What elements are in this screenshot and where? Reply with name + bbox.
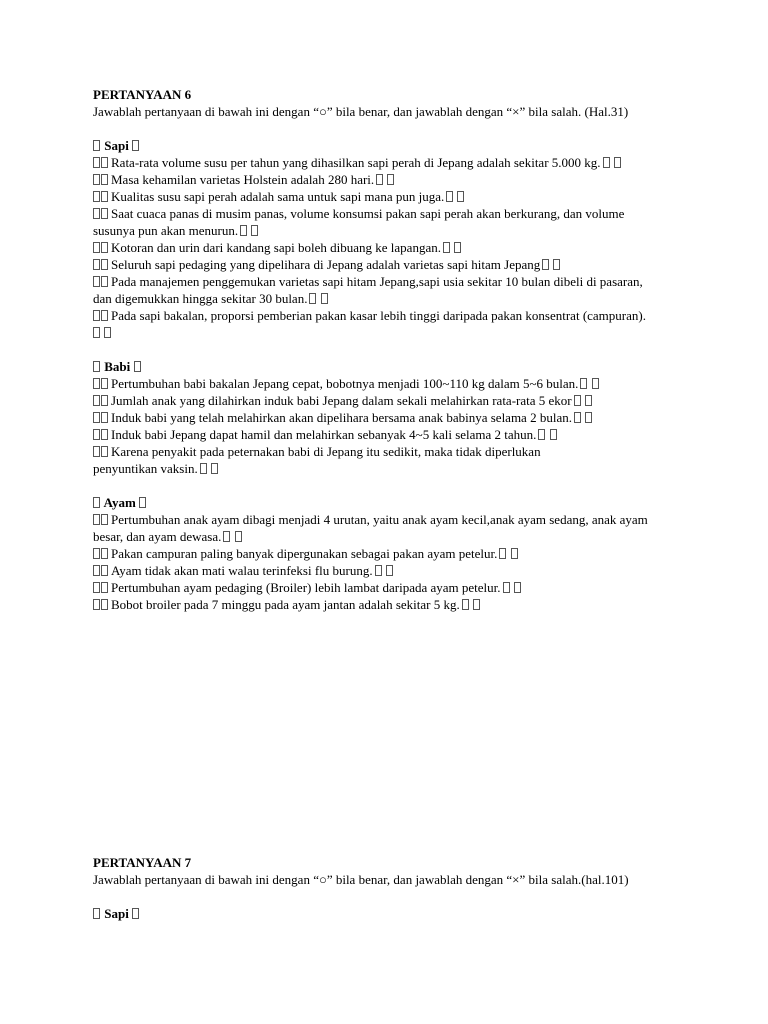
item-text: Pertumbuhan anak ayam dibagi menjadi 4 urutan, yaitu anak ayam kecil,anak ayam sedang, anak ayam	[111, 512, 648, 527]
placeholder-box-icon	[101, 446, 108, 457]
placeholder-box-icon	[93, 599, 100, 610]
answer-box-group	[462, 596, 481, 613]
answer-box-group	[93, 511, 109, 528]
placeholder-box-icon	[101, 582, 108, 593]
answer-box-group	[580, 375, 599, 392]
placeholder-box-icon	[93, 310, 100, 321]
placeholder-box-icon	[585, 412, 592, 423]
list-item	[93, 579, 683, 596]
list-item	[93, 545, 683, 562]
answer-box-group	[93, 273, 109, 290]
answer-box-group	[93, 426, 109, 443]
item-text: Pada sapi bakalan, proporsi pemberian pakan kasar lebih tinggi daripada pakan konsentrat (campuran).	[111, 308, 646, 323]
answer-box-group	[93, 239, 109, 256]
answer-box-group	[603, 154, 622, 171]
placeholder-box-icon	[101, 429, 108, 440]
sapi-heading	[93, 137, 683, 154]
placeholder-box-icon	[93, 565, 100, 576]
list-item	[93, 596, 683, 613]
answer-box-group	[93, 409, 109, 426]
item-text: besar, dan ayam dewasa.	[93, 529, 222, 544]
answer-box-group	[538, 426, 557, 443]
item-text: Kotoran dan urin dari kandang sapi boleh dibuang ke lapangan.	[111, 240, 441, 255]
placeholder-box-icon	[542, 259, 549, 270]
answer-box-group	[93, 392, 109, 409]
list-item-continuation	[93, 222, 683, 239]
question-7-instruction: Jawablah pertanyaan di bawah ini dengan “○” bila benar, dan jawablah dengan “×” bila salah.(hal.101)	[93, 872, 629, 887]
placeholder-box-icon	[538, 429, 545, 440]
placeholder-box-icon	[93, 140, 100, 151]
answer-box-group	[499, 545, 518, 562]
item-text: Pertumbuhan babi bakalan Jepang cepat, bobotnya menjadi 100~110 kg dalam 5~6 bulan.	[111, 376, 579, 391]
placeholder-box-icon	[93, 497, 100, 508]
placeholder-box-icon	[134, 361, 141, 372]
item-text: Pakan campuran paling banyak dipergunakan sebagai pakan ayam petelur.	[111, 546, 498, 561]
placeholder-box-icon	[446, 191, 453, 202]
placeholder-box-icon	[574, 395, 581, 406]
item-text: Bobot broiler pada 7 minggu pada ayam jantan adalah sekitar 5 kg.	[111, 597, 460, 612]
item-text: Karena penyakit pada peternakan babi di Jepang itu sedikit, maka tidak diperlukan	[111, 444, 541, 459]
placeholder-box-icon	[93, 514, 100, 525]
placeholder-box-icon	[375, 565, 382, 576]
placeholder-box-icon	[603, 157, 610, 168]
answer-box-group	[376, 171, 395, 188]
list-item	[93, 409, 683, 426]
babi-heading-label: Babi	[104, 359, 131, 374]
placeholder-box-icon	[511, 548, 518, 559]
item-text: penyuntikan vaksin.	[93, 461, 198, 476]
item-text: Saat cuaca panas di musim panas, volume konsumsi pakan sapi perah akan berkurang, dan volume	[111, 206, 625, 221]
placeholder-box-icon	[387, 174, 394, 185]
placeholder-box-icon	[93, 429, 100, 440]
answer-box-group	[223, 528, 242, 545]
ayam-heading	[93, 494, 683, 511]
placeholder-box-icon	[376, 174, 383, 185]
list-item	[93, 511, 683, 528]
placeholder-box-icon	[211, 463, 218, 474]
q7-sapi-heading-label: Sapi	[104, 906, 129, 921]
placeholder-box-icon	[101, 514, 108, 525]
answer-box-group	[93, 579, 109, 596]
placeholder-box-icon	[93, 361, 100, 372]
placeholder-box-icon	[101, 242, 108, 253]
list-item	[93, 426, 683, 443]
placeholder-box-icon	[101, 208, 108, 219]
item-text: Jumlah anak yang dilahirkan induk babi Jepang dalam sekali melahirkan rata-rata 5 ekor	[111, 393, 572, 408]
answer-box-group	[542, 256, 561, 273]
placeholder-box-icon	[93, 548, 100, 559]
item-text: Induk babi yang telah melahirkan akan dipelihara bersama anak babinya selama 2 bulan.	[111, 410, 572, 425]
placeholder-box-icon	[139, 497, 146, 508]
answer-box-group	[93, 256, 109, 273]
placeholder-box-icon	[132, 908, 139, 919]
placeholder-box-icon	[93, 446, 100, 457]
item-text: Pada manajemen penggemukan varietas sapi hitam Jepang,sapi usia sekitar 10 bulan dibeli di pasaran,	[111, 274, 643, 289]
placeholder-box-icon	[614, 157, 621, 168]
question-6-instruction: Jawablah pertanyaan di bawah ini dengan “○” bila benar, dan jawablah dengan “×” bila salah. (Hal.31)	[93, 104, 629, 119]
answer-box-group	[93, 154, 109, 171]
item-text: Ayam tidak akan mati walau terinfeksi flu burung.	[111, 563, 373, 578]
placeholder-box-icon	[101, 565, 108, 576]
placeholder-box-icon	[443, 242, 450, 253]
placeholder-box-icon	[499, 548, 506, 559]
answer-box-group	[446, 188, 465, 205]
placeholder-box-icon	[93, 327, 100, 338]
sapi-heading-label: Sapi	[104, 138, 129, 153]
placeholder-box-icon	[93, 174, 100, 185]
answer-box-group	[443, 239, 462, 256]
placeholder-box-icon	[454, 242, 461, 253]
placeholder-box-icon	[93, 378, 100, 389]
list-item	[93, 273, 683, 290]
answer-box-group	[200, 460, 219, 477]
ayam-heading-label: Ayam	[103, 495, 136, 510]
answer-box-group	[93, 205, 109, 222]
item-text: Induk babi Jepang dapat hamil dan melahirkan sebanyak 4~5 kali selama 2 tahun.	[111, 427, 537, 442]
placeholder-box-icon	[457, 191, 464, 202]
list-item	[93, 239, 683, 256]
placeholder-box-icon	[101, 157, 108, 168]
answer-box-group	[503, 579, 522, 596]
answer-box-group	[93, 545, 109, 562]
answer-box-group	[93, 596, 109, 613]
placeholder-box-icon	[223, 531, 230, 542]
placeholder-box-icon	[101, 548, 108, 559]
placeholder-box-icon	[93, 242, 100, 253]
placeholder-box-icon	[101, 174, 108, 185]
placeholder-box-icon	[574, 412, 581, 423]
list-item	[93, 256, 683, 273]
placeholder-box-icon	[93, 191, 100, 202]
placeholder-box-icon	[580, 378, 587, 389]
list-item	[93, 375, 683, 392]
placeholder-box-icon	[473, 599, 480, 610]
item-text: Seluruh sapi pedaging yang dipelihara di Jepang adalah varietas sapi hitam Jepang	[111, 257, 541, 272]
placeholder-box-icon	[93, 412, 100, 423]
list-item	[93, 205, 683, 222]
question-6-title: PERTANYAAN 6	[93, 87, 192, 102]
answer-box-group	[309, 290, 328, 307]
answer-box-group	[93, 562, 109, 579]
placeholder-box-icon	[240, 225, 247, 236]
placeholder-box-icon	[101, 412, 108, 423]
list-item	[93, 154, 683, 171]
question-7-section	[93, 854, 683, 922]
item-text: dan digemukkan hingga sekitar 30 bulan.	[93, 291, 308, 306]
placeholder-box-icon	[503, 582, 510, 593]
answer-box-group	[375, 562, 394, 579]
item-text: susunya pun akan menurun.	[93, 223, 239, 238]
placeholder-box-icon	[101, 310, 108, 321]
item-text: Kualitas susu sapi perah adalah sama untuk sapi mana pun juga.	[111, 189, 445, 204]
list-item	[93, 392, 683, 409]
list-item	[93, 307, 683, 324]
placeholder-box-icon	[132, 140, 139, 151]
question-6-section	[93, 86, 683, 613]
placeholder-box-icon	[321, 293, 328, 304]
placeholder-box-icon	[200, 463, 207, 474]
placeholder-box-icon	[462, 599, 469, 610]
answer-box-group	[93, 375, 109, 392]
placeholder-box-icon	[93, 259, 100, 270]
answer-box-group	[93, 171, 109, 188]
list-item-continuation	[93, 528, 683, 545]
q7-sapi-heading	[93, 905, 683, 922]
placeholder-box-icon	[386, 565, 393, 576]
list-item	[93, 443, 683, 460]
placeholder-box-icon	[101, 191, 108, 202]
placeholder-box-icon	[104, 327, 111, 338]
placeholder-box-icon	[101, 276, 108, 287]
placeholder-box-icon	[514, 582, 521, 593]
placeholder-box-icon	[309, 293, 316, 304]
placeholder-box-icon	[93, 908, 100, 919]
placeholder-box-icon	[101, 259, 108, 270]
answer-box-group	[240, 222, 259, 239]
placeholder-box-icon	[93, 157, 100, 168]
list-item-continuation	[93, 460, 683, 477]
list-item	[93, 562, 683, 579]
item-text: Masa kehamilan varietas Holstein adalah 280 hari.	[111, 172, 375, 187]
babi-heading	[93, 358, 683, 375]
placeholder-box-icon	[93, 208, 100, 219]
list-item	[93, 171, 683, 188]
list-item	[93, 188, 683, 205]
placeholder-box-icon	[101, 395, 108, 406]
placeholder-box-icon	[585, 395, 592, 406]
item-text: Pertumbuhan ayam pedaging (Broiler) lebih lambat daripada ayam petelur.	[111, 580, 501, 595]
placeholder-box-icon	[93, 582, 100, 593]
answer-box-group	[574, 392, 593, 409]
placeholder-box-icon	[235, 531, 242, 542]
answer-box-group	[93, 188, 109, 205]
answer-box-group	[574, 409, 593, 426]
placeholder-box-icon	[553, 259, 560, 270]
placeholder-box-icon	[592, 378, 599, 389]
item-text: Rata-rata volume susu per tahun yang dihasilkan sapi perah di Jepang adalah sekitar 5.000 kg.	[111, 155, 601, 170]
placeholder-box-icon	[93, 395, 100, 406]
list-item-continuation	[93, 290, 683, 307]
answer-box-group	[93, 307, 109, 324]
placeholder-box-icon	[93, 276, 100, 287]
placeholder-box-icon	[251, 225, 258, 236]
placeholder-box-icon	[101, 378, 108, 389]
placeholder-box-icon	[550, 429, 557, 440]
answer-box-group	[93, 443, 109, 460]
question-7-title: PERTANYAAN 7	[93, 855, 192, 870]
list-item-continuation	[93, 324, 683, 341]
placeholder-box-icon	[101, 599, 108, 610]
